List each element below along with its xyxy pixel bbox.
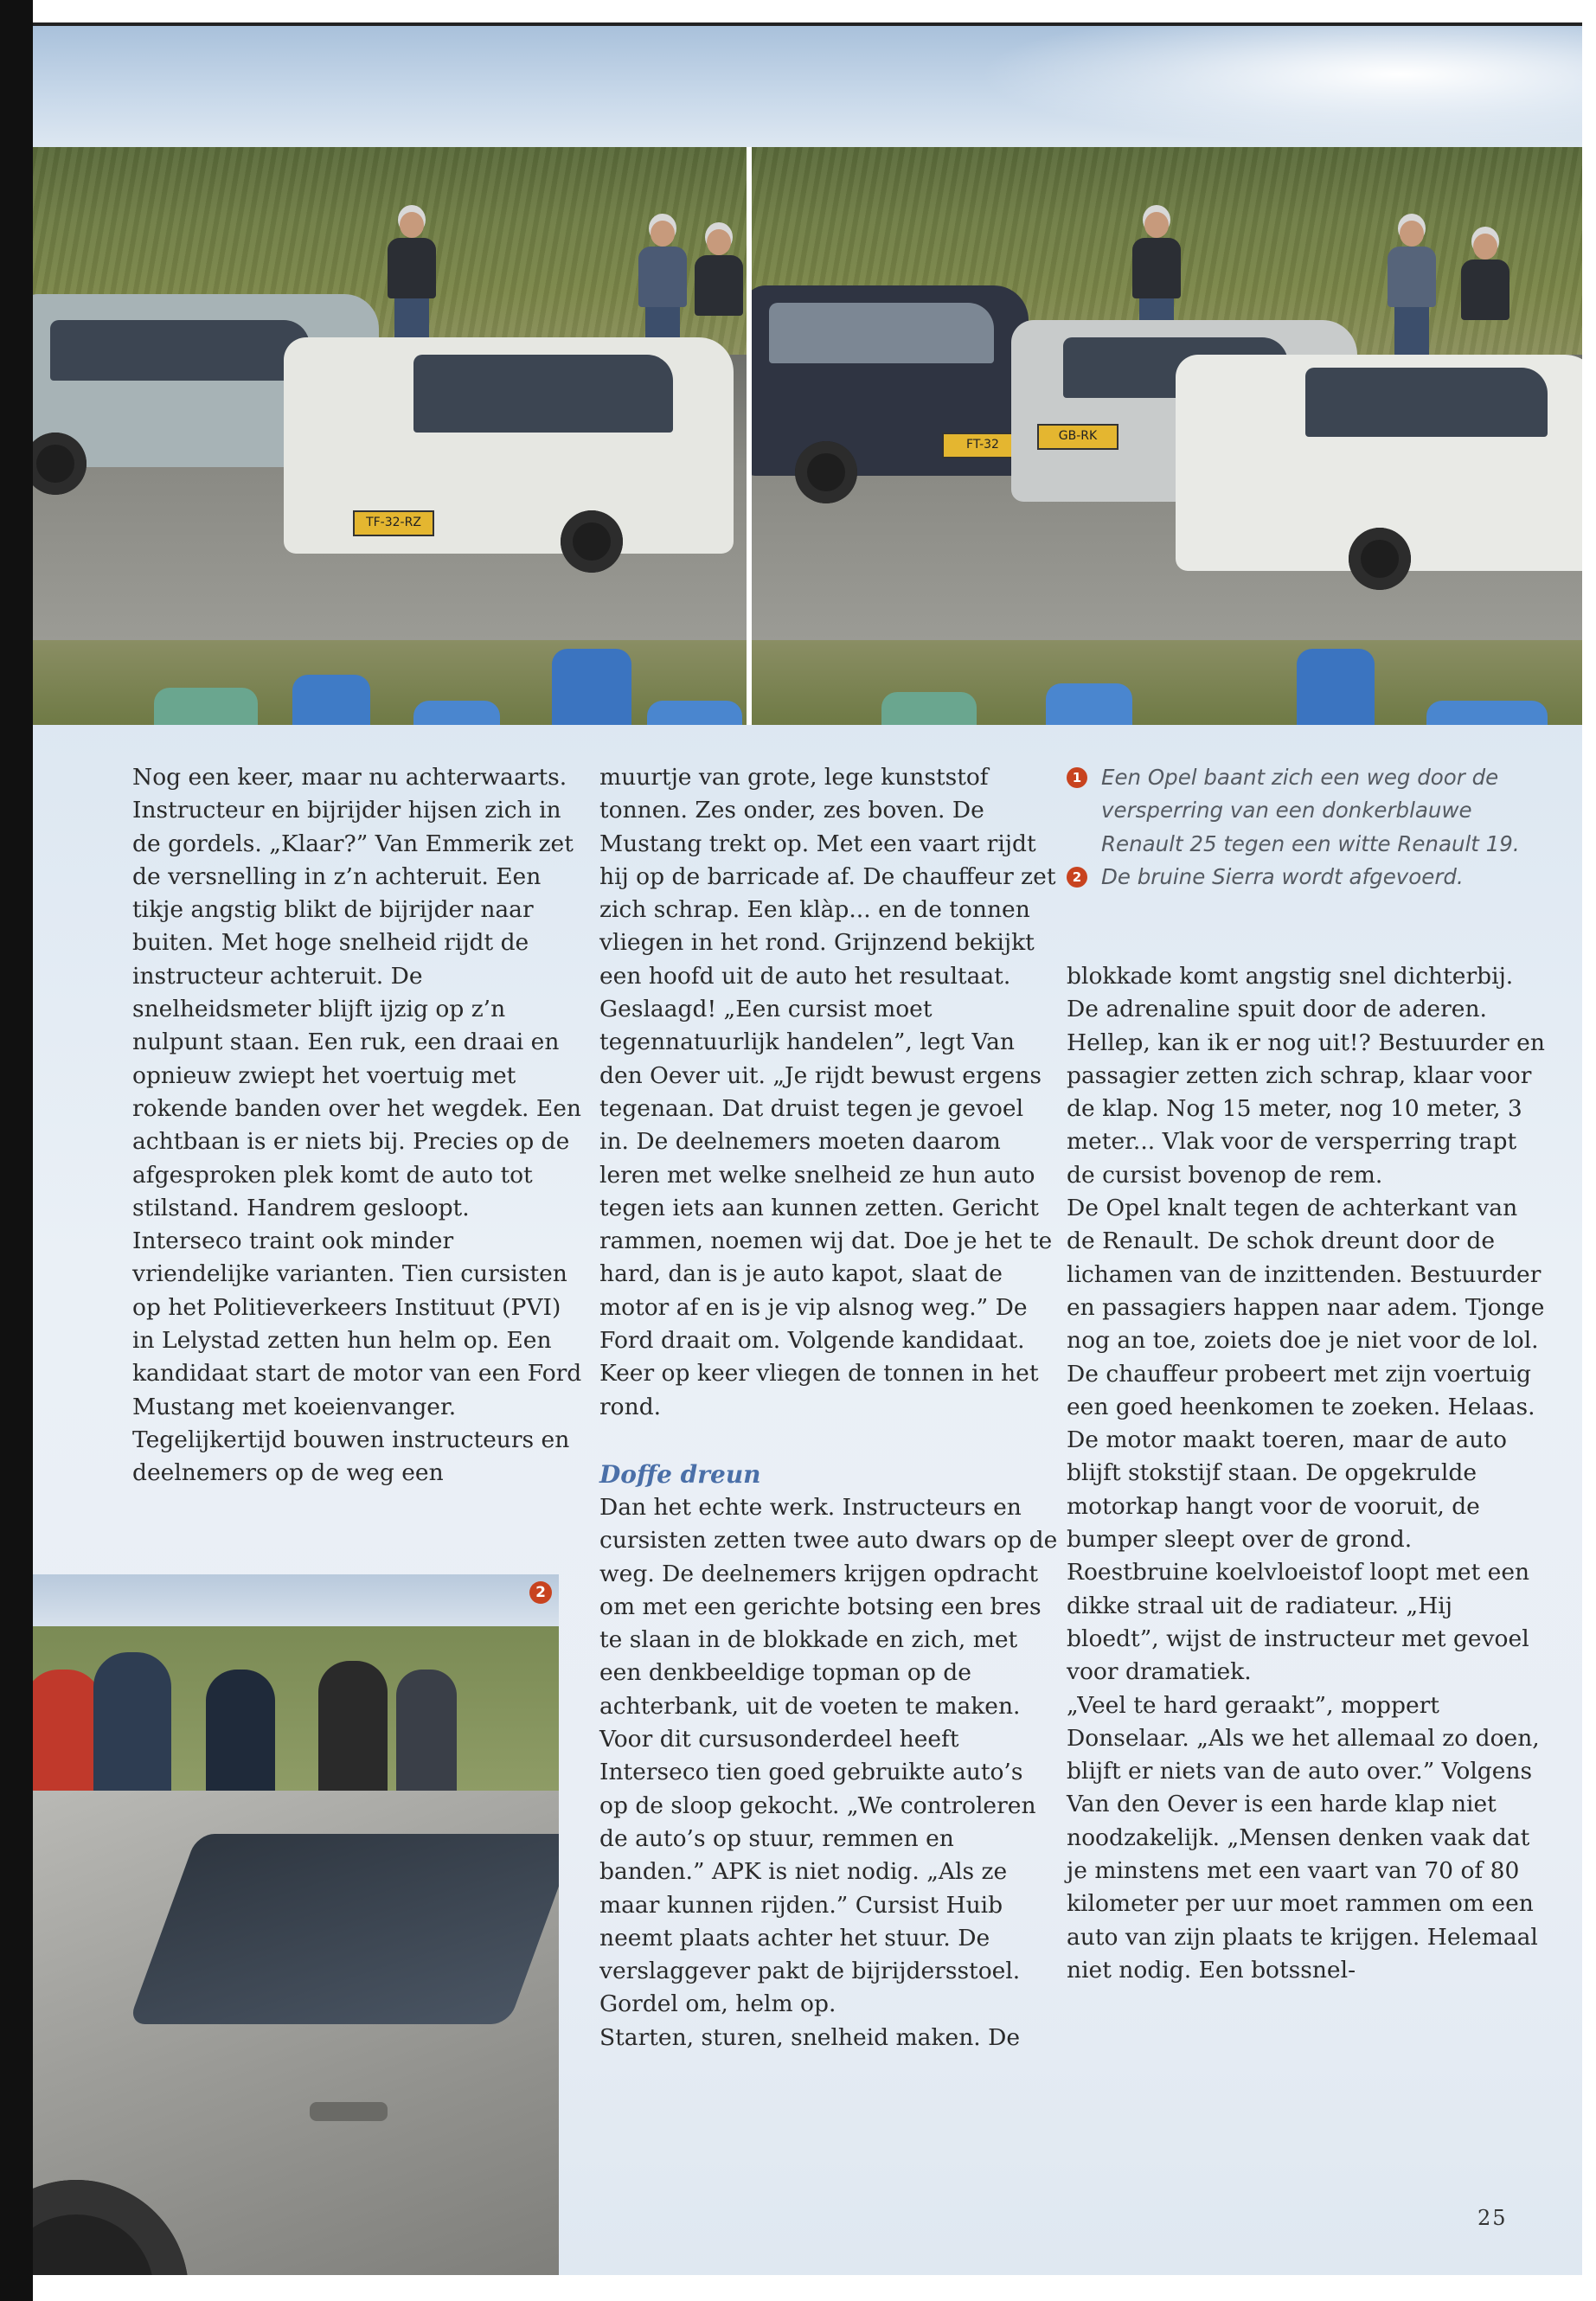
article-column-3 [1067, 960, 1551, 1987]
paragraph: Interseco traint ook minder vriendelijke varianten. Tien cursisten op het Politieverkeers Instituut (PVI) in Lelystad zetten hun helm op. Een kandidaat start de motor van een Ford Mustang met koeienvanger. Tegelijkertijd bouwen instructeurs en deelnemers op de weg een [132, 1227, 582, 1487]
plastic-tonne [1426, 701, 1548, 725]
paragraph: Dan het echte werk. Instructeurs en cursisten zetten twee auto dwars op de weg. De deelnemers krijgen opdracht om met een gerichte botsing een bres te slaan in de blokkade en zich, met een denkbeeldige topman op de achterbank, uit de voeten te maken. [599, 1493, 1058, 1720]
white-opel-car [1176, 355, 1582, 571]
paragraph: „Veel te hard geraakt”, moppert Donselaar. „Als we het allemaal zo doen, blijft er niets van de auto over.” Volgens Van den Oever is een harde klap niet noodzakelijk. „Mensen denken vaak dat je minstens met een vaart van 70 of 80 kilometer per uur moet rammen om een auto van zijn plaats te krijgen. Helemaal niet nodig. Een botssnel- [1067, 1691, 1540, 1984]
caption-text: De bruine Sierra wordt afgevoerd. [1101, 863, 1464, 889]
plastic-tonne [1297, 649, 1375, 725]
license-plate: TF-32-RZ [366, 516, 421, 529]
car-door-handle [310, 2102, 388, 2121]
car-rear-window [128, 1834, 559, 2024]
caption-number-badge: 1 [1067, 767, 1087, 788]
caption-2 [1067, 861, 1551, 894]
caption-number-badge: 2 [1067, 867, 1087, 888]
paragraph: De Opel knalt tegen de achterkant van de Renault. De schok dreunt door de lichamen van de inzittenden. Bestuurder en passagiers happen naar adem. Tjonge nog an toe, zoiets doe je niet voor de lol. De chauffeur probeert met zijn voertuig een goed heenkomen te zoeken. Helaas. De motor maakt toeren, maar de auto blijft stokstijf staan. De opgekrulde motorkap hangt voor de vooruit, de bumper sleept over de grond. Roestbruine koelvloeistof loopt met een dikke straal uit de radiateur. „Hij bloedt”, wijst de instructeur met gevoel voor dramatiek. [1067, 1195, 1545, 1686]
paragraph: muurtje van grote, lege kunststof tonnen. Zes onder, zes boven. De Mustang trekt op. Met een vaart rijdt hij op de barricade af. De chauffeur zet zich schrap. Een klàp... en de tonnen vliegen in het rond. Grijnzend bekijkt een hoofd uit de auto het resultaat. Geslaagd! „Een cursist moet tegennatuurlijk handelen”, legt Van den Oever uit. „Je rijdt bewust ergens tegenaan. Dat druist tegen je gevoel in. De deelnemers moeten daarom leren met welke snelheid ze hun auto tegen iets aan kunnen zetten. Gericht rammen, noemen wij dat. Doe je het te hard, dan is je auto kapot, slaat de motor af en is je vip alsnog weg.” De Ford draait om. Volgende kandidaat. Keer op keer vliegen de tonnen in het rond. [599, 764, 1056, 1420]
photo-captions [1067, 761, 1551, 894]
magazine-page [33, 26, 1582, 2275]
paragraph: blokkade komt angstig snel dichterbij. De adrenaline spuit door de aderen. Hellep, kan ik er nog uit!? Bestuurder en passagier zetten zich schrap, klaar voor de klap. Nog 15 meter, nog 10 meter, 3 meter... Vlak voor de versperring trapt de cursist bovenop de rem. [1067, 963, 1545, 1189]
spectator [695, 229, 743, 316]
sky [33, 26, 1582, 147]
caption-1 [1067, 761, 1551, 861]
paragraph: Starten, sturen, snelheid maken. De [599, 2023, 1021, 2051]
article-column-1 [132, 761, 582, 1490]
paragraph: Voor dit cursusonderdeel heeft Interseco tien goed gebruikte auto’s op de sloop gekocht. „We controleren de auto’s op stuur, remmen en banden.” APK is niet nodig. „Als ze maar kunnen rijden.” Cursist Huib neemt plaats achter het stuur. De verslaggever pakt de bijrijdersstoel. Gordel om, helm op. [599, 1726, 1036, 2018]
section-subheading: Doffe dreun [599, 1459, 761, 1489]
scan-edge-left [0, 0, 33, 2301]
bottom-photo-sierra [33, 1574, 559, 2275]
plastic-tonne [413, 701, 500, 725]
plastic-tonne [1046, 683, 1132, 725]
license-plate: GB-RK [1058, 429, 1098, 443]
plastic-tonne [647, 701, 742, 725]
photo-right-crash-scene [752, 147, 1582, 725]
spectator [1461, 234, 1509, 320]
plastic-tonne [881, 692, 977, 725]
photo-number-badge: 2 [529, 1581, 552, 1604]
spectator [388, 212, 436, 350]
caption-text: Een Opel baant zich een weg door de versperring van een donkerblauwe Renault 25 tegen een witte Renault 19. [1101, 765, 1520, 856]
spectator [1388, 221, 1436, 359]
plastic-tonne [292, 675, 370, 725]
white-renault-car [284, 337, 734, 554]
article-column-2 [599, 761, 1058, 2054]
paragraph: Nog een keer, maar nu achterwaarts. Instructeur en bijrijder hijsen zich in de gordels. „Klaar?” Van Emmerik zet de versnelling in z’n achteruit. Een tikje angstig blikt de bijrijder naar buiten. Met hoge snelheid rijdt de instructeur achteruit. De snelheidsmeter blijft ijzig op z’n nulpunt staan. Een ruk, een draai en opnieuw zwiept het voertuig met rokende banden over het wegdek. Een achtbaan is er niets bij. Precies op de afgesproken plek komt de auto tot stilstand. Handrem gesloopt. [132, 764, 581, 1221]
dark-blue-renault-25 [752, 285, 1029, 476]
plastic-tonne [552, 649, 631, 725]
top-photo-spread [33, 26, 1582, 725]
page-number: 25 [1477, 2206, 1508, 2230]
license-plate: FT-32 [966, 438, 999, 452]
plastic-tonne [154, 688, 258, 725]
photo-left-crash-scene [33, 147, 747, 725]
